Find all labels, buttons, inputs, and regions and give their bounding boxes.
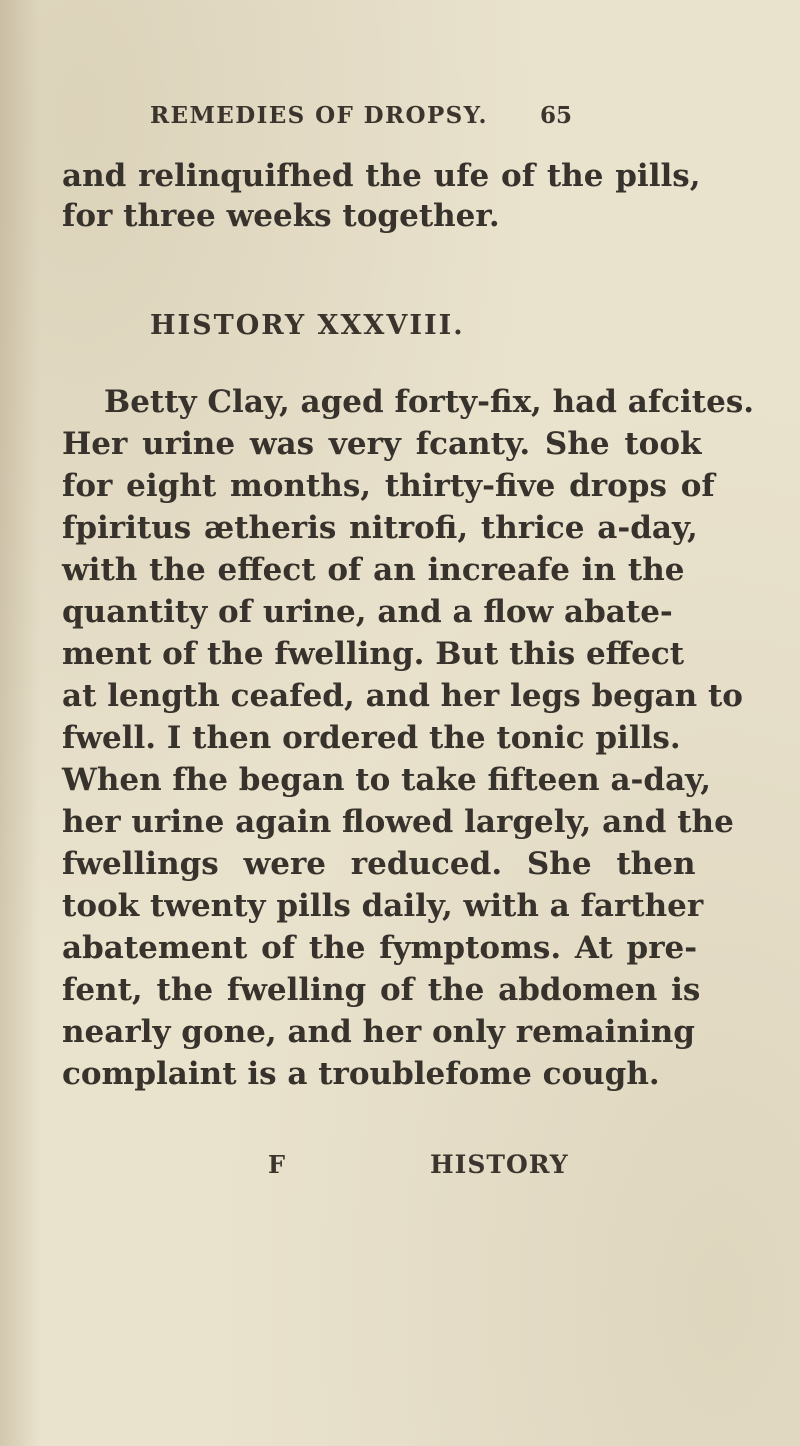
text-line: fwell. I then ordered the tonic pills. bbox=[62, 720, 681, 756]
text-line: took twenty pills daily, with a farther bbox=[62, 888, 704, 924]
text-line: ment of the fwelling. But this effect bbox=[62, 636, 685, 672]
text-line: her urine again flowed largely, and the bbox=[62, 804, 734, 840]
text-line: complaint is a troublefome cough. bbox=[62, 1056, 660, 1092]
page-number: 65 bbox=[540, 102, 573, 129]
text-line: for eight months, thirty-five drops of bbox=[62, 468, 715, 504]
text-line: fent, the fwelling of the abdomen is bbox=[62, 972, 701, 1008]
running-header bbox=[0, 102, 800, 142]
text-line: Her urine was very fcanty. She took bbox=[62, 426, 702, 462]
text-line: at length ceafed, and her legs began to bbox=[62, 678, 743, 714]
text-line: fwellings were reduced. She then bbox=[62, 846, 696, 882]
text-line: abatement of the fymptoms. At pre- bbox=[62, 930, 698, 966]
page-footer bbox=[0, 1150, 800, 1190]
text-line: fpiritus ætheris nitrofi, thrice a-day, bbox=[62, 510, 698, 546]
signature-mark: F bbox=[268, 1150, 286, 1179]
catchword: HISTORY bbox=[430, 1150, 569, 1179]
section-heading: HISTORY XXXVIII. bbox=[150, 310, 465, 341]
text-line: When fhe began to take fifteen a-day, bbox=[62, 762, 712, 798]
text-line: Betty Clay, aged forty-fix, had afcites. bbox=[104, 384, 755, 420]
text-line: and relinquifhed the ufe of the pills, bbox=[62, 158, 701, 194]
text-line: nearly gone, and her only remaining bbox=[62, 1014, 695, 1050]
text-line: with the effect of an increafe in the bbox=[62, 552, 685, 588]
text-line: quantity of urine, and a flow abate- bbox=[62, 594, 673, 630]
page-gutter-shadow bbox=[0, 0, 40, 1446]
text-line: for three weeks together. bbox=[62, 198, 500, 234]
running-title: REMEDIES OF DROPSY. bbox=[150, 102, 488, 129]
